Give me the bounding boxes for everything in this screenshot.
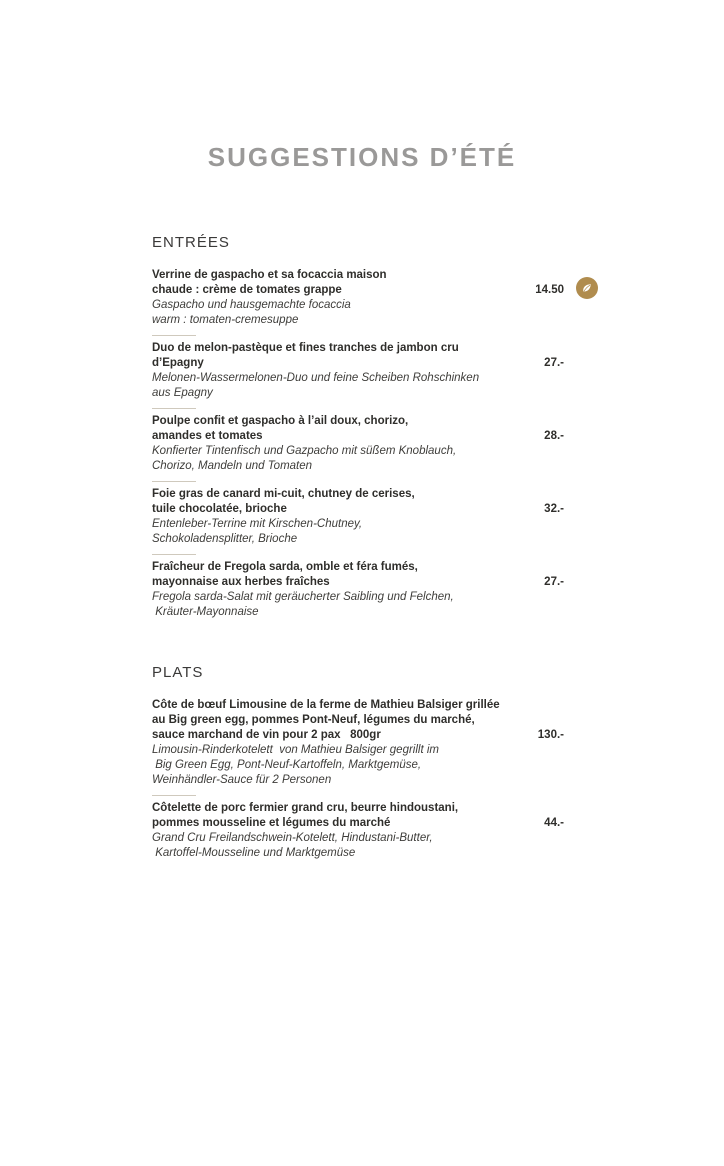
item-translation-line: Kartoffel-Mousseline und Marktgemüse: [152, 847, 356, 859]
item-price: 27.-: [544, 357, 564, 369]
item-name: [152, 560, 564, 590]
item-name: [152, 268, 564, 298]
menu-item: [152, 487, 564, 547]
menu-item: [152, 414, 564, 474]
item-name-line: Côte de bœuf Limousine de la ferme de Mathieu Balsiger grillée: [152, 699, 500, 711]
item-name-line: amandes et tomates: [152, 430, 263, 442]
item-translation: [152, 371, 564, 401]
item-translation-line: Limousin-Rinderkotelett von Mathieu Balsiger gegrillt im: [152, 744, 439, 756]
item-name-line: Verrine de gaspacho et sa focaccia maison: [152, 269, 387, 281]
item-name-line: chaude : crème de tomates grappe: [152, 284, 342, 296]
item-name-line: d’Epagny: [152, 357, 204, 369]
item-price: 130.-: [537, 729, 564, 741]
item-translation: [152, 831, 564, 861]
item-translation-line: Gaspacho und hausgemachte focaccia: [152, 299, 351, 311]
item-name-line: Poulpe confit et gaspacho à l’ail doux, chorizo,: [152, 415, 409, 427]
item-price: 27.-: [544, 576, 564, 588]
item-divider: [152, 335, 196, 336]
item-translation: [152, 743, 564, 788]
item-divider: [152, 408, 196, 409]
menu-item: [152, 268, 564, 328]
item-translation-line: warm : tomaten-cremesuppe: [152, 314, 299, 326]
item-translation: [152, 517, 564, 547]
section-plats: [152, 664, 564, 861]
item-translation-line: Melonen-Wassermelonen-Duo und feine Scheiben Rohschinken: [152, 372, 480, 384]
item-name-line: Côtelette de porc fermier grand cru, beurre hindoustani,: [152, 802, 459, 814]
item-translation-line: Konfierter Tintenfisch und Gazpacho mit süßem Knoblauch,: [152, 445, 457, 457]
item-name: [152, 341, 564, 371]
item-translation-line: aus Epagny: [152, 387, 213, 399]
item-price: 44.-: [544, 817, 564, 829]
item-translation-line: Grand Cru Freilandschwein-Kotelett, Hindustani-Butter,: [152, 832, 433, 844]
item-name-line: au Big green egg, pommes Pont-Neuf, légumes du marché,: [152, 714, 475, 726]
item-name: [152, 801, 564, 831]
item-translation-line: Entenleber-Terrine mit Kirschen-Chutney,: [152, 518, 363, 530]
item-name: [152, 487, 564, 517]
menu-item: [152, 801, 564, 861]
menu-item: [152, 341, 564, 401]
item-name: [152, 698, 564, 743]
item-divider: [152, 795, 196, 796]
item-name-line: Duo de melon-pastèque et fines tranches de jambon cru: [152, 342, 459, 354]
section-heading: PLATS: [152, 664, 204, 681]
item-name-line: tuile chocolatée, brioche: [152, 503, 287, 515]
menu-item: [152, 560, 564, 620]
menu-page: [0, 142, 724, 861]
item-translation: [152, 444, 564, 474]
item-translation-line: Fregola sarda-Salat mit geräucherter Saibling und Felchen,: [152, 591, 454, 603]
item-divider: [152, 481, 196, 482]
item-divider: [152, 554, 196, 555]
item-translation: [152, 298, 564, 328]
section-entrees: [152, 234, 564, 620]
item-translation-line: Schokoladensplitter, Brioche: [152, 533, 298, 545]
item-name-line: Fraîcheur de Fregola sarda, omble et féra fumés,: [152, 561, 418, 573]
item-price: 14.50: [535, 284, 564, 296]
item-translation-line: Big Green Egg, Pont-Neuf-Kartoffeln, Marktgemüse,: [152, 759, 422, 771]
item-translation-line: Weinhändler-Sauce für 2 Personen: [152, 774, 332, 786]
item-price: 28.-: [544, 430, 564, 442]
menu-content: [152, 234, 564, 861]
menu-item: [152, 698, 564, 788]
menu-title: SUGGESTIONS D’ÉTÉ: [207, 142, 517, 172]
leaf-icon: [576, 277, 598, 299]
section-heading: ENTRÉES: [152, 234, 230, 251]
item-name-line: sauce marchand de vin pour 2 pax 800gr: [152, 729, 381, 741]
item-name-line: mayonnaise aux herbes fraîches: [152, 576, 330, 588]
item-translation: [152, 590, 564, 620]
item-name-line: pommes mousseline et légumes du marché: [152, 817, 391, 829]
item-translation-line: Chorizo, Mandeln und Tomaten: [152, 460, 313, 472]
item-name-line: Foie gras de canard mi-cuit, chutney de cerises,: [152, 488, 415, 500]
item-translation-line: Kräuter-Mayonnaise: [152, 606, 259, 618]
item-price: 32.-: [544, 503, 564, 515]
item-name: [152, 414, 564, 444]
